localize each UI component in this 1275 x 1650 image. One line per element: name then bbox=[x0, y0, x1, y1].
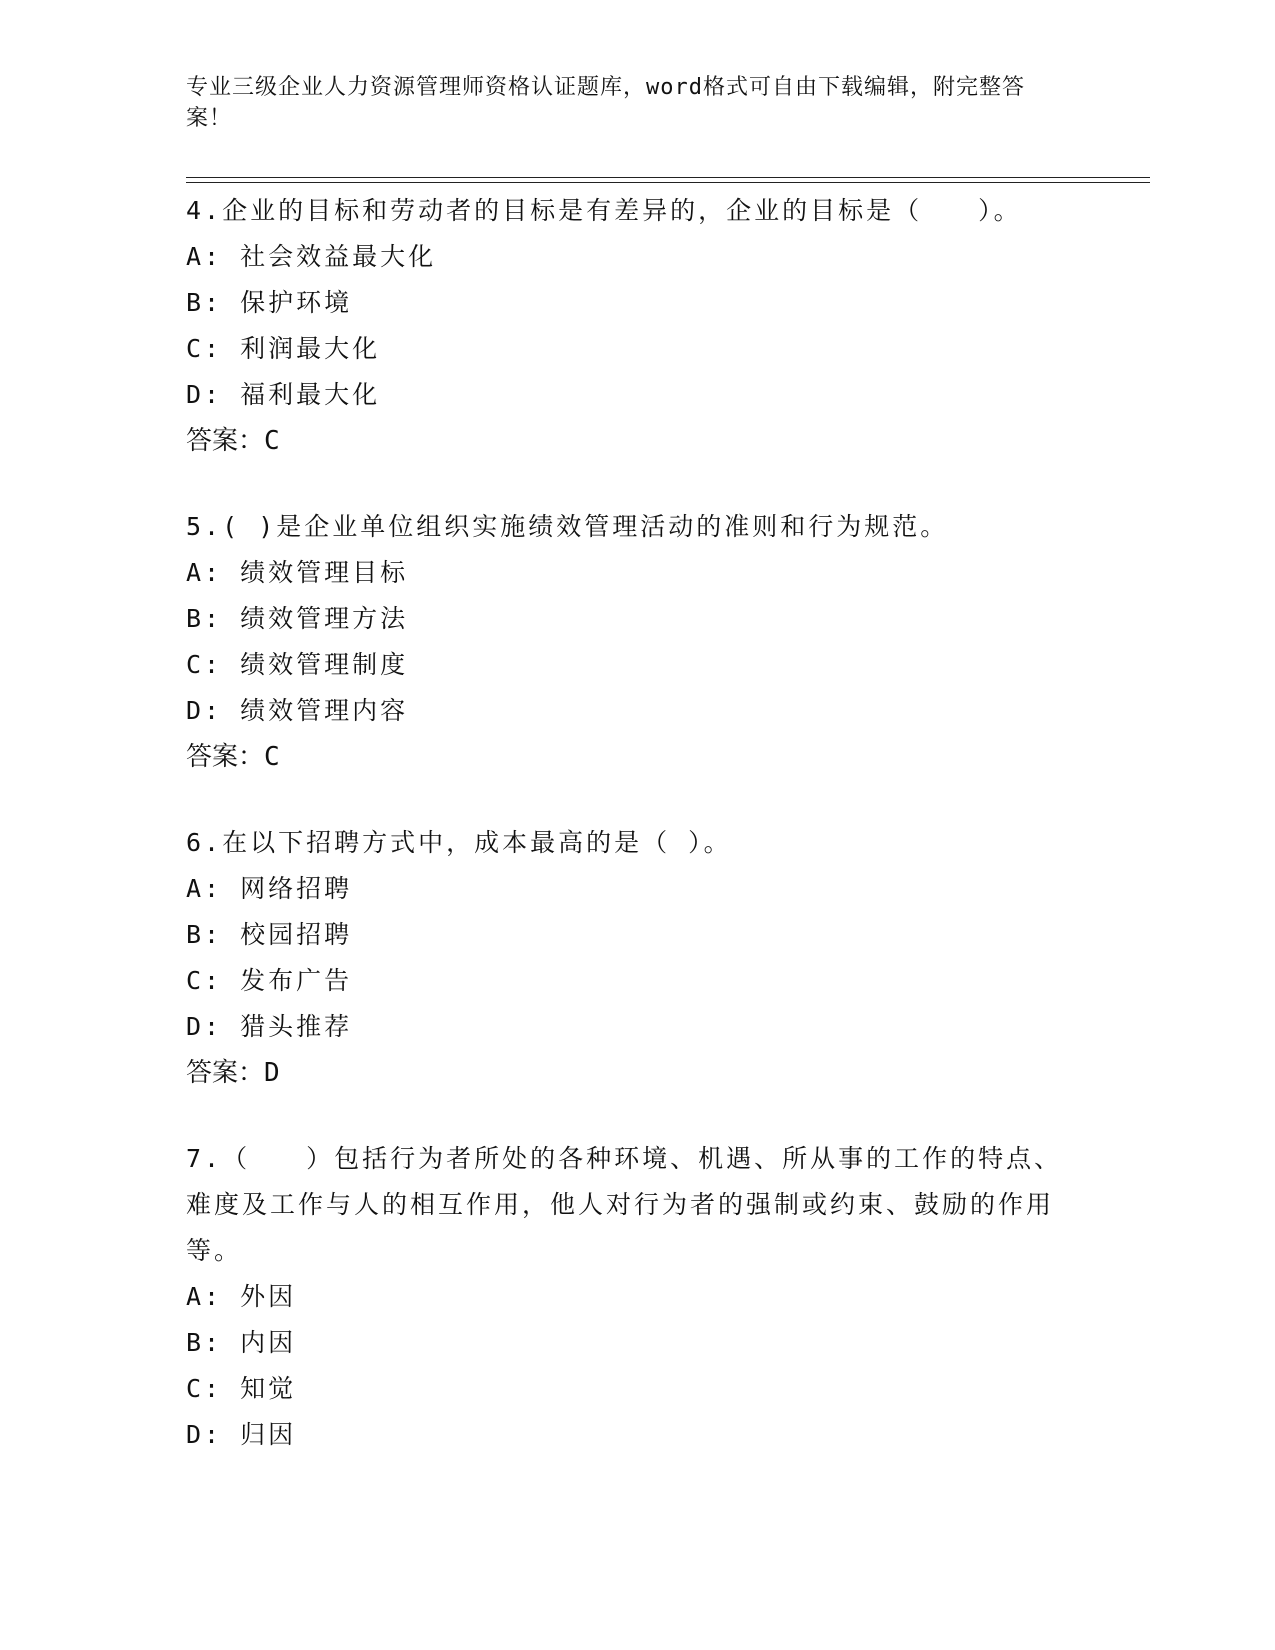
document-header: 专业三级企业人力资源管理师资格认证题库，word格式可自由下载编辑，附完整答案！ bbox=[186, 75, 1025, 131]
header-rule-bottom bbox=[186, 182, 1150, 183]
option-a: A: 社会效益最大化 bbox=[186, 242, 437, 271]
option-a: A: 网络招聘 bbox=[186, 874, 353, 903]
question-stem: 5.( )是企业单位组织实施绩效管理活动的准则和行为规范。 bbox=[186, 512, 949, 541]
answer: 答案：C bbox=[186, 742, 280, 772]
answer: 答案：C bbox=[186, 426, 280, 456]
question-6 bbox=[186, 820, 1086, 1096]
option-c: C: 绩效管理制度 bbox=[186, 650, 409, 679]
question-list bbox=[186, 188, 1086, 1498]
question-stem: 4.企业的目标和劳动者的目标是有差异的，企业的目标是（ ）。 bbox=[186, 196, 1022, 225]
question-stem: 7.（ ）包括行为者所处的各种环境、机遇、所从事的工作的特点、难度及工作与人的相互作用，他人对行为者的强制或约束、鼓励的作用等。 bbox=[186, 1144, 1063, 1265]
option-a: A: 绩效管理目标 bbox=[186, 558, 409, 587]
option-d: D: 猎头推荐 bbox=[186, 1012, 353, 1041]
answer: 答案：D bbox=[186, 1058, 280, 1088]
option-a: A: 外因 bbox=[186, 1282, 297, 1311]
option-b: B: 绩效管理方法 bbox=[186, 604, 409, 633]
question-5 bbox=[186, 504, 1086, 780]
question-stem: 6.在以下招聘方式中，成本最高的是（ ）。 bbox=[186, 828, 732, 857]
option-b: B: 内因 bbox=[186, 1328, 297, 1357]
question-7 bbox=[186, 1136, 1086, 1458]
option-b: B: 保护环境 bbox=[186, 288, 353, 317]
question-4 bbox=[186, 188, 1086, 464]
option-c: C: 发布广告 bbox=[186, 966, 353, 995]
option-c: C: 利润最大化 bbox=[186, 334, 381, 363]
option-d: D: 福利最大化 bbox=[186, 380, 381, 409]
option-d: D: 归因 bbox=[186, 1420, 297, 1449]
option-d: D: 绩效管理内容 bbox=[186, 696, 409, 725]
option-b: B: 校园招聘 bbox=[186, 920, 353, 949]
header-rule-top bbox=[186, 177, 1150, 178]
option-c: C: 知觉 bbox=[186, 1374, 297, 1403]
